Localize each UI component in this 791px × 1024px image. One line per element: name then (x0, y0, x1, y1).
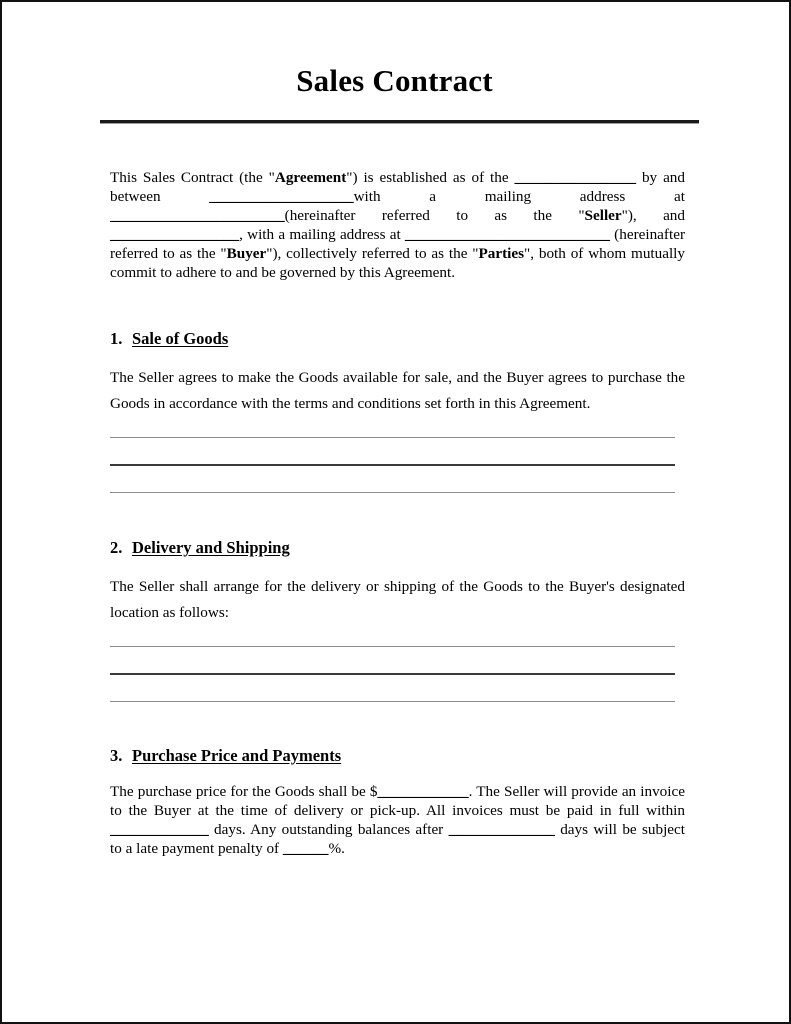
blank-buyer-name-field[interactable]: _________________ (110, 226, 240, 244)
term-seller: Seller (584, 207, 622, 225)
blank-seller-address-field[interactable]: _______________________ (110, 207, 285, 225)
section-3-heading (110, 746, 685, 766)
page-title: Sales Contract (296, 63, 493, 98)
fill-line[interactable] (110, 464, 675, 466)
section-3-title: Purchase Price and Payments (132, 746, 342, 766)
blank-buyer-address-field[interactable]: ___________________________ (404, 226, 610, 244)
page-content (110, 2, 685, 858)
section-3-text-part5: %. (328, 840, 345, 858)
section-purchase-price-and-payments (110, 702, 685, 858)
intro-text-part4: with a mailing address at (353, 188, 685, 206)
section-2-title: Delivery and Shipping (132, 538, 290, 558)
intro-paragraph (110, 124, 685, 282)
blank-date-field[interactable]: ________________ (514, 169, 637, 187)
section-delivery-and-shipping (110, 493, 685, 702)
section-3-text-part2: . The Seller will provide an invoice to the Buyer at the time of delivery or pick-up. All invoices must be paid in full within (110, 783, 685, 820)
section-3-number: 3. (110, 746, 123, 766)
section-2-fill-lines (110, 626, 685, 702)
fill-line[interactable] (110, 437, 675, 438)
section-3-body (110, 766, 685, 858)
section-1-heading (110, 329, 685, 349)
section-3-text-part4: days will be subject to a late payment penalty of (110, 821, 685, 858)
term-buyer: Buyer (226, 245, 267, 263)
intro-text-part10: ", both of whom mutually commit to adhere to and be governed by this Agreement. (110, 245, 685, 282)
intro-text-part2: ") is established as of the (346, 169, 515, 187)
section-3-text-part1: The purchase price for the Goods shall be $ (110, 783, 378, 801)
section-1-body: The Seller agrees to make the Goods available for sale, and the Buyer agrees to purchase the Goods in accordance with the terms and conditions set forth in this Agreement. (110, 369, 685, 413)
blank-seller-name-field[interactable]: ___________________ (209, 188, 354, 206)
section-sale-of-goods (110, 282, 685, 493)
blank-payment-days-field[interactable]: _____________ (110, 821, 209, 839)
intro-text-part7: , with a mailing address at (239, 226, 405, 244)
section-1-number: 1. (110, 329, 123, 349)
term-agreement: Agreement (274, 169, 347, 187)
section-1-fill-lines (110, 417, 685, 493)
term-parties: Parties (478, 245, 525, 263)
intro-text-part1: This Sales Contract (the " (110, 169, 275, 187)
section-2-body: The Seller shall arrange for the delivery or shipping of the Goods to the Buyer's designated location as follows: (110, 578, 685, 622)
blank-outstanding-days-field[interactable]: ______________ (448, 821, 555, 839)
fill-line[interactable] (110, 673, 675, 675)
blank-price-field[interactable]: ____________ (377, 783, 469, 801)
section-2-heading (110, 538, 685, 558)
intro-text-part5: (hereinafter referred to as the " (284, 207, 585, 225)
section-3-text-part3: days. Any outstanding balances after (208, 821, 449, 839)
intro-text-part8: (hereinafter referred to as the " (110, 226, 686, 263)
fill-line[interactable] (110, 646, 675, 647)
section-1-title: Sale of Goods (132, 329, 229, 349)
section-2-number: 2. (110, 538, 123, 558)
intro-text-part9: "), collectively referred to as the " (266, 245, 479, 263)
intro-text-part6: "), and (621, 207, 685, 225)
intro-text-part3: by and between (110, 169, 685, 206)
blank-penalty-percent-field[interactable]: ______ (282, 840, 329, 858)
